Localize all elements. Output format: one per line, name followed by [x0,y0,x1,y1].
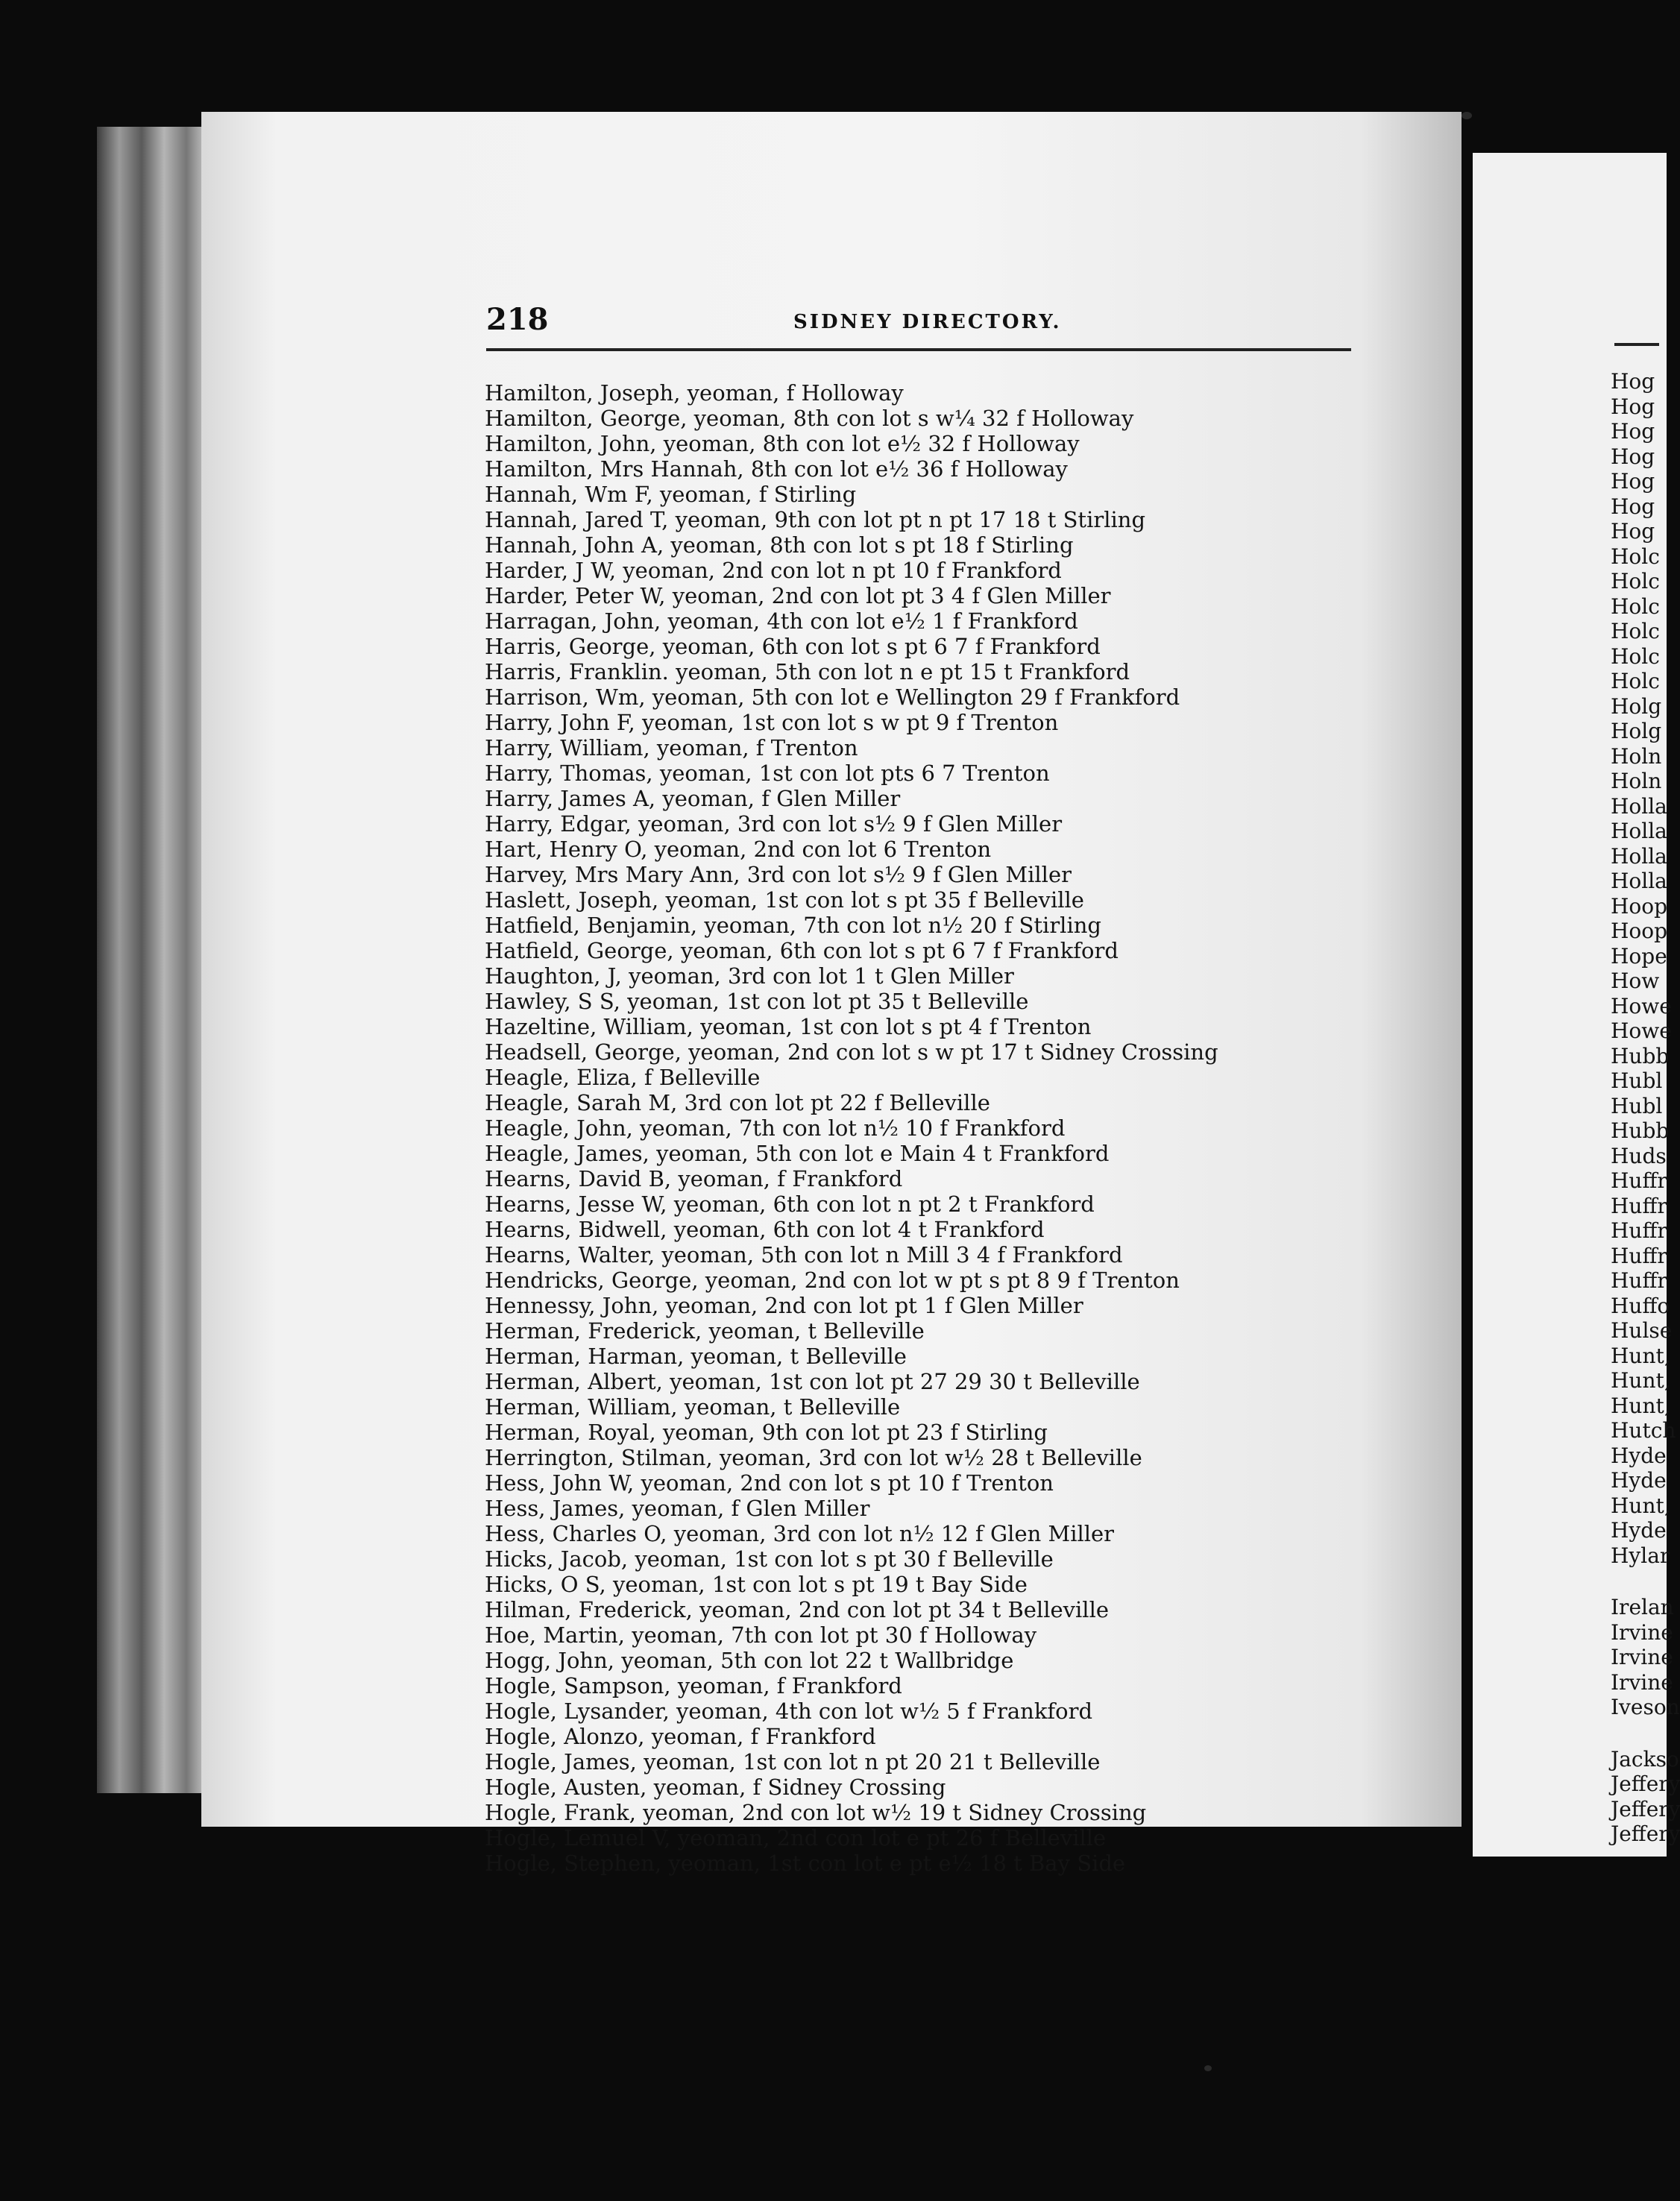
directory-entry: Hatfield, Benjamin, yeoman, 7th con lot n½ 20 f Stirling [485,913,1101,938]
directory-entry: Hicks, O S, yeoman, 1st con lot s pt 19 t Bay Side [485,1572,1028,1597]
directory-entry: Hess, James, yeoman, f Glen Miller [485,1496,870,1521]
right-page-fragment: Hunt, [1611,1493,1671,1518]
right-page-fragment: Huffr [1611,1268,1667,1293]
right-page-fragment: Irvine [1611,1619,1673,1645]
book-edge [97,127,209,1793]
right-page-fragment: Huffr [1611,1168,1667,1193]
ink-mark [1204,2065,1212,2071]
right-page-fragment: Holc [1611,593,1660,619]
directory-entry: Haslett, Joseph, yeoman, 1st con lot s pt 35 f Belleville [485,887,1084,913]
directory-entry: Harrison, Wm, yeoman, 5th con lot e Wellington 29 f Frankford [485,684,1180,710]
right-page-fragment [1611,1568,1680,1595]
right-page-fragment: Hunt, [1611,1368,1671,1393]
directory-entry: Hamilton, Mrs Hannah, 8th con lot e½ 36 f Holloway [485,456,1068,482]
right-page-fragment: Hoop [1611,893,1668,919]
directory-entry: Hawley, S S, yeoman, 1st con lot pt 35 t Belleville [485,989,1029,1014]
right-page-fragment: Hubl [1611,1093,1663,1118]
right-page-fragment: Hog [1611,419,1655,444]
right-page-fragment: Irvine [1611,1669,1673,1695]
directory-entry: Heagle, Eliza, f Belleville [485,1065,761,1090]
directory-entry: Hess, John W, yeoman, 2nd con lot s pt 10 f Trenton [485,1470,1054,1496]
directory-entry: Hogle, Frank, yeoman, 2nd con lot w½ 19 t Sidney Crossing [485,1800,1147,1825]
right-page-fragment: Holn [1611,743,1662,769]
right-page-fragment: Hog [1611,494,1655,519]
directory-entry: Herman, Frederick, yeoman, t Belleville [485,1318,925,1344]
right-page-fragment: Holc [1611,544,1660,569]
directory-entry: Herman, Royal, yeoman, 9th con lot pt 23 f Stirling [485,1420,1048,1445]
right-page-fragment: Hunt, [1611,1393,1671,1418]
directory-entry: Hogg, John, yeoman, 5th con lot 22 t Wallbridge [485,1648,1014,1673]
right-page-fragment: Holc [1611,643,1660,669]
directory-entry: Herman, Albert, yeoman, 1st con lot pt 27 29 30 t Belleville [485,1369,1140,1394]
right-page-fragment: Huffo [1611,1293,1670,1318]
right-page-fragment: Hog [1611,469,1655,494]
right-page-fragment: How [1611,969,1660,993]
directory-entry: Harragan, John, yeoman, 4th con lot e½ 1 f Frankford [485,608,1078,634]
directory-entry: Hannah, Jared T, yeoman, 9th con lot pt n pt 17 18 t Stirling [485,507,1146,532]
right-page-fragment: Holc [1611,669,1660,693]
directory-entry: Hearns, Jesse W, yeoman, 6th con lot n pt 2 t Frankford [485,1191,1095,1217]
directory-entries [485,380,1379,1876]
directory-entry: Harry, John F, yeoman, 1st con lot s w pt 9 f Trenton [485,710,1059,735]
right-page-fragment: Hubb [1611,1118,1670,1143]
right-page-column [1611,369,1680,1847]
right-page-fragment: Hyde [1611,1468,1667,1493]
header-rule [486,348,1351,351]
right-page-fragment: Hog [1611,519,1655,544]
directory-entry: Hamilton, George, yeoman, 8th con lot s w¼ 32 f Holloway [485,406,1134,431]
directory-entry: Herman, Harman, yeoman, t Belleville [485,1344,907,1369]
right-page-fragment: Hyde [1611,1443,1667,1468]
right-page-fragment: Holla [1611,843,1667,869]
directory-entry: Harder, Peter W, yeoman, 2nd con lot pt 3 4 f Glen Miller [485,583,1111,608]
right-page-fragment: Holg [1611,719,1662,743]
directory-entry: Hogle, Lemuel V, yeoman, 2nd con lot e pt 26 f Belleville [485,1825,1107,1851]
right-page-fragment: Howe [1611,1018,1672,1043]
directory-entry: Hogle, James, yeoman, 1st con lot n pt 20 21 t Belleville [485,1749,1101,1775]
right-page-fragment: Hyde [1611,1518,1667,1543]
directory-entry: Harry, James A, yeoman, f Glen Miller [485,786,901,811]
right-page-fragment: Jeffery [1611,1772,1680,1796]
right-page-fragment: Holg [1611,693,1662,719]
directory-entry: Hogle, Lysander, yeoman, 4th con lot w½ 5 f Frankford [485,1698,1093,1724]
directory-entry: Hamilton, Joseph, yeoman, f Holloway [485,380,904,406]
page-number: 218 [486,302,549,337]
directory-entry: Hamilton, John, yeoman, 8th con lot e½ 32 f Holloway [485,431,1080,456]
directory-entry: Hannah, John A, yeoman, 8th con lot s pt 18 f Stirling [485,532,1074,558]
ink-mark [1462,112,1472,119]
directory-entry: Heagle, John, yeoman, 7th con lot n½ 10 f Frankford [485,1115,1066,1141]
directory-entry: Haughton, J, yeoman, 3rd con lot 1 t Glen Miller [485,963,1014,989]
right-page-fragment: Hog [1611,394,1655,419]
directory-entry: Hogle, Stephen, yeoman, 1st con lot e pt e½ 18 t Bay Side [485,1851,1126,1876]
directory-entry: Harry, William, yeoman, f Trenton [485,735,858,761]
directory-entry: Hearns, David B, yeoman, f Frankford [485,1166,903,1191]
directory-entry: Heagle, Sarah M, 3rd con lot pt 22 f Belleville [485,1090,990,1115]
right-page-fragment: Hulse [1611,1318,1673,1343]
directory-entry: Harvey, Mrs Mary Ann, 3rd con lot s½ 9 f Glen Miller [485,862,1072,887]
right-page-fragment: Jeffery [1611,1796,1680,1821]
right-page-fragment: Huffr [1611,1193,1667,1218]
right-page-fragment: Hubb [1611,1043,1670,1068]
directory-entry: Hazeltine, William, yeoman, 1st con lot s pt 4 f Trenton [485,1014,1092,1039]
directory-entry: Headsell, George, yeoman, 2nd con lot s w pt 17 t Sidney Crossing [485,1039,1218,1065]
directory-entry: Heagle, James, yeoman, 5th con lot e Main 4 t Frankford [485,1141,1110,1166]
directory-entry: Harris, George, yeoman, 6th con lot s pt 6 7 f Frankford [485,634,1101,659]
right-page-fragment [1611,1720,1680,1747]
right-page-fragment: Hylar [1611,1543,1670,1568]
directory-entry: Hogle, Sampson, yeoman, f Frankford [485,1673,902,1698]
directory-entry: Herman, William, yeoman, t Belleville [485,1394,901,1420]
running-head [486,302,1351,339]
directory-entry: Hess, Charles O, yeoman, 3rd con lot n½ 12 f Glen Miller [485,1521,1115,1546]
right-page-fragment: Hutch [1611,1418,1676,1443]
directory-entry: Hogle, Austen, yeoman, f Sidney Crossing [485,1775,946,1800]
right-page-fragment: Huffr [1611,1243,1667,1268]
directory-entry: Harder, J W, yeoman, 2nd con lot n pt 10 f Frankford [485,558,1062,583]
directory-entry: Harry, Thomas, yeoman, 1st con lot pts 6 7 Trenton [485,761,1050,786]
right-page-fragment: Jeffery [1611,1821,1680,1846]
right-page-fragment: Hubl [1611,1068,1663,1093]
directory-entry: Hannah, Wm F, yeoman, f Stirling [485,482,857,507]
page-title: SIDNEY DIRECTORY. [793,311,1062,333]
right-page-fragment: Irvine [1611,1645,1673,1669]
right-page-fragment: Huds [1611,1143,1667,1168]
right-page-fragment: Howe [1611,993,1672,1018]
directory-entry: Hicks, Jacob, yeoman, 1st con lot s pt 30 f Belleville [485,1546,1054,1572]
right-page-rule [1614,343,1659,346]
directory-entry: Hearns, Walter, yeoman, 5th con lot n Mill 3 4 f Frankford [485,1242,1123,1268]
directory-entry: Hilman, Frederick, yeoman, 2nd con lot pt 34 t Belleville [485,1597,1110,1622]
right-page-fragment: Hoop [1611,919,1668,943]
right-page-fragment: Hog [1611,444,1655,469]
directory-entry: Herrington, Stilman, yeoman, 3rd con lot w½ 28 t Belleville [485,1445,1142,1470]
right-page-fragment: Holc [1611,569,1660,593]
directory-entry: Hogle, Alonzo, yeoman, f Frankford [485,1724,876,1749]
right-page-fragment: Huffr [1611,1218,1667,1243]
right-page-fragment: Holla [1611,819,1667,843]
right-page-fragment: Holla [1611,869,1667,893]
right-page-fragment: Hog [1611,369,1655,394]
directory-entry: Hatfield, George, yeoman, 6th con lot s pt 6 7 f Frankford [485,938,1119,963]
directory-entry: Harry, Edgar, yeoman, 3rd con lot s½ 9 f Glen Miller [485,811,1063,837]
right-page-fragment: Holc [1611,619,1660,643]
right-page-fragment: Holn [1611,769,1662,793]
right-page-fragment: Hope [1611,943,1667,969]
right-page-fragment: Iveson [1611,1695,1680,1719]
directory-entry: Hoe, Martin, yeoman, 7th con lot pt 30 f Holloway [485,1622,1037,1648]
directory-entry: Hart, Henry O, yeoman, 2nd con lot 6 Trenton [485,837,992,862]
directory-entry: Harris, Franklin. yeoman, 5th con lot n e pt 15 t Frankford [485,659,1130,684]
directory-entry: Hearns, Bidwell, yeoman, 6th con lot 4 t Frankford [485,1217,1045,1242]
directory-entry: Hendricks, George, yeoman, 2nd con lot w pt s pt 8 9 f Trenton [485,1268,1180,1293]
right-page-fragment: Jackso [1611,1746,1679,1772]
right-page-fragment: Holla [1611,793,1667,819]
right-page-fragment: Hunt, [1611,1343,1671,1368]
directory-entry: Hennessy, John, yeoman, 2nd con lot pt 1 f Glen Miller [485,1293,1083,1318]
right-page-fragment: Irelan [1611,1595,1674,1619]
